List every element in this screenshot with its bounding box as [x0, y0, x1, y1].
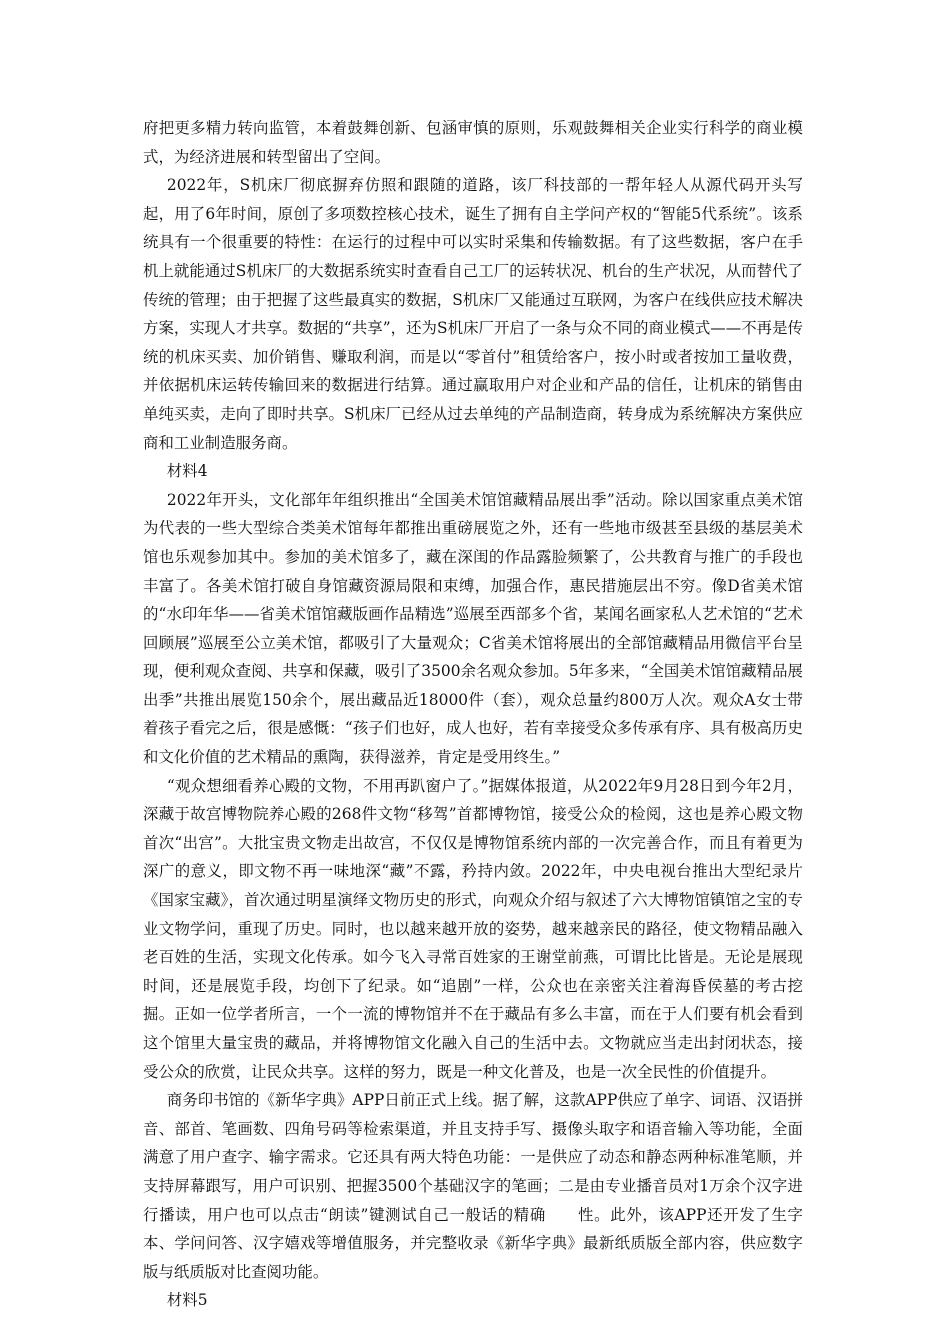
paragraph-s-machine-tool: 2022年，S机床厂彻底摒弃仿照和跟随的道路，该厂科技部的一帮年轻人从源代码开头写起，用了6年时间，原创了多项数控核心技术，诞生了拥有自主学问产权的“智能5代系统”。该系统具有一个很重要的特性：在运行的过程中可以实时采集和传输数据。有了这些数据，客户在手机上就能通过S机床厂的大数据系统实时查看自己工厂的运转状况、机台的生产状况，从而替代了传统的管理；由于把握了这些最真实的数据，S机床厂又能通过互联网，为客户在线供应技术解决方案，实现人才共享。数据的“共享”，还为S机床厂开启了一条与众不同的商业模式——不再是传统的机床买卖、加价销售、赚取利润，而是以“零首付”租赁给客户，按小时或者按加工量收费，并依据机床运转传输回来的数据进行结算。通过赢取用户对企业和产品的信任，让机床的销售由单纯买卖，走向了即时共享。S机床厂已经从过去单纯的产品制造商，转身成为系统解决方案供应商和工业制造服务商。	[143, 176, 803, 452]
paragraph-palace-museum-relics: “观众想细看养心殿的文物，不用再趴窗户了。”据媒体报道，从2022年9月28日到今年2月，深藏于故宫博物院养心殿的268件文物“移驾”首都博物馆，接受公众的检阅，这也是养心殿文物首次“出宫”。大批宝贵文物走出故宫，不仅仅是博物馆系统内部的一次完善合作，而且有着更为深广的意义，即文物不再一味地深“藏”不露，矜持内敛。2022年，中央电视台推出大型纪录片《国家宝藏》，首次通过明星演绎文物历史的形式，向观众介绍与叙述了六大博物馆镇馆之宝的专业文物学问，重现了历史。同时，也以越来越开放的姿势，越来越亲民的路径，使文物精品融入老百姓的生活，实现文化传承。如今飞入寻常百姓家的王谢堂前燕，可谓比比皆是。无论是展现时间，还是展览手段，均创下了纪录。如“追剧”一样，公众也在亲密关注着海昏侯墓的考古挖掘。正如一位学者所言，一个一流的博物馆并不在于藏品有多么丰富，而在于人们要有机会看到这个馆里大量宝贵的藏品，并将博物馆文化融入自己的生活中去。文物就应当走出封闭状态，接受公众的欣赏，让民众共享。这样的努力，既是一种文化普及，也是一次全民性的价值提升。	[143, 776, 803, 1081]
heading-material-4: 材料4	[166, 462, 208, 481]
paragraph-continuation: 府把更多精力转向监管，本着鼓舞创新、包涵审慎的原则，乐观鼓舞相关企业实行科学的商业模式，为经济进展和转型留出了空间。	[143, 119, 803, 166]
paragraph-xinhua-dictionary-app: 商务印书馆的《新华字典》APP日前正式上线。据了解，这款APP供应了单字、词语、汉语拼音、部首、笔画数、四角号码等检索渠道，并且支持手写、摄像头取字和语音输入等功能，全面满意了用户查字、输字需求。它还具有两大特色功能：一是供应了动态和静态两种标准笔顺，并支持屏幕跟写，用户可识别、把握3500个基础汉字的笔画；二是由专业播音员对1万余个汉字进行播读，用户也可以点击“朗读”键测试自己一般话的精确 性。此外，该APP还开发了生字本、学问问答、汉字嬉戏等增值服务，并完整收录《新华字典》最新纸质版全部内容，供应数字版与纸质版对比查阅功能。	[143, 1091, 803, 1281]
paragraph-art-museum-exhibition: 2022年开头，文化部年年组织推出“全国美术馆馆藏精品展出季”活动。除以国家重点美术馆为代表的一些大型综合类美术馆每年都推出重磅展览之外，还有一些地市级甚至县级的基层美术馆也乐观参加其中。参加的美术馆多了，藏在深闺的作品露脸频繁了，公共教育与推广的手段也丰富了。各美术馆打破自身馆藏资源局限和束缚，加强合作，惠民措施层出不穷。像D省美术馆的“水印年华——省美术馆馆藏版画作品精选”巡展至西部多个省，某闻名画家私人艺术馆的“艺术回顾展”巡展至公立美术馆，都吸引了大量观众；C省美术馆将展出的全部馆藏精品用微信平台呈现，便利观众查阅、共享和保藏，吸引了3500余名观众参加。5年多来，“全国美术馆馆藏精品展出季”共推出展览150余个，展出藏品近18000件（套），观众总量约800万人次。观众A女士带着孩子看完之后，很是感慨：“孩子们也好，成人也好，若有幸接受众多传承有序、具有极高历史和文化价值的艺术精品的熏陶，获得滋养，肯定是受用终生。”	[143, 490, 803, 767]
document-page	[143, 114, 803, 1315]
heading-material-5: 材料5	[166, 1291, 208, 1310]
